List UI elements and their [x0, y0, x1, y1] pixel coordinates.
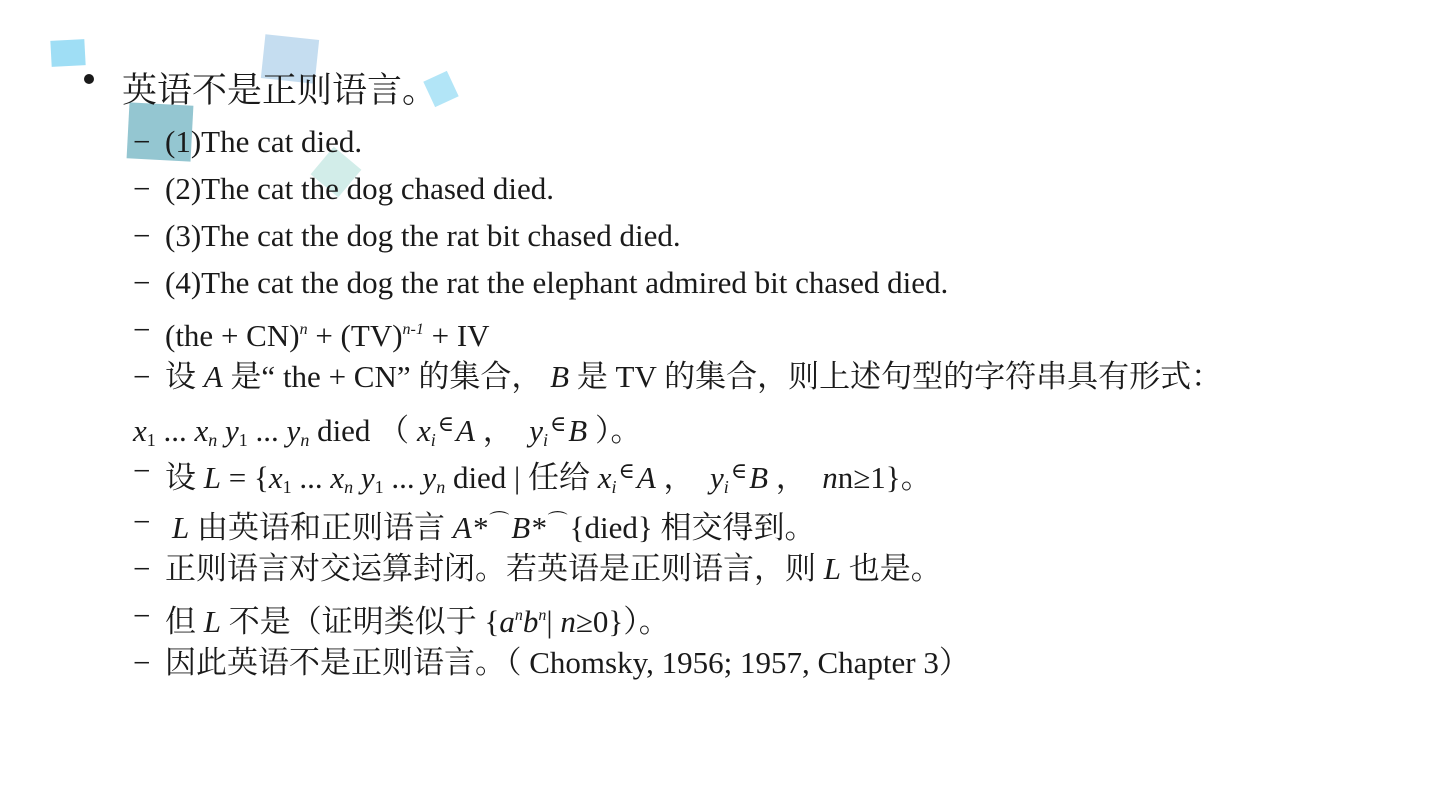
- dash-marker: −: [133, 598, 151, 633]
- dash-marker: −: [133, 453, 151, 488]
- dash-marker: −: [133, 312, 151, 347]
- dash-marker: −: [133, 171, 151, 206]
- dash-marker: −: [133, 504, 151, 539]
- bullet-dot: [84, 74, 94, 84]
- dash-marker: −: [133, 124, 151, 159]
- proof-line: 但 L 不是（证明类似于 {$a^nb^n|$ n≥0}）。: [165, 604, 670, 639]
- dash-marker: −: [133, 551, 151, 586]
- list-item: (1)The cat died.: [165, 124, 363, 159]
- formula-line: (the + CN)$^n$ + (TV)$^{n-1}$ + IV: [165, 318, 490, 353]
- dash-marker: −: [133, 218, 151, 253]
- intersection-line: L 由英语和正则语言 A* ⌒B* ⌒{died} 相交得到。: [172, 510, 816, 545]
- list-item: (2)The cat the dog chased died.: [165, 171, 555, 206]
- string-form-line: $x_1$ ... $x_n$ $y_1$ ... $y_n$ died （ $x_i^\in A$ ， $y_i^\in B$ ）。: [133, 411, 642, 450]
- dash-marker: −: [133, 359, 151, 394]
- dash-marker: −: [133, 645, 151, 680]
- closure-line: 正则语言对交运算封闭。若英语是正则语言，则 L 也是。: [165, 551, 942, 586]
- conclusion-line: 因此英语不是正则语言。（ Chomsky, 1956; 1957, Chapter 3）: [165, 645, 970, 680]
- L-definition-line: 设 $L = \{x_1$ ... $x_n$ $y_1$ ... $y_n$ died | 任给 $x_i^\in A$ ， $y_i^\in B$ ， nn≥1}。: [165, 458, 932, 497]
- definition-line: 设 A 是“ the + CN” 的集合， B 是 TV 的集合，则上述句型的字符串具有形式：: [165, 359, 1223, 394]
- list-item: (4)The cat the dog the rat the elephant admired bit chased died.: [165, 265, 949, 300]
- slide-title: 英语不是正则语言。: [122, 71, 438, 110]
- dash-marker: −: [133, 265, 151, 300]
- list-item: (3)The cat the dog the rat bit chased died.: [165, 218, 681, 253]
